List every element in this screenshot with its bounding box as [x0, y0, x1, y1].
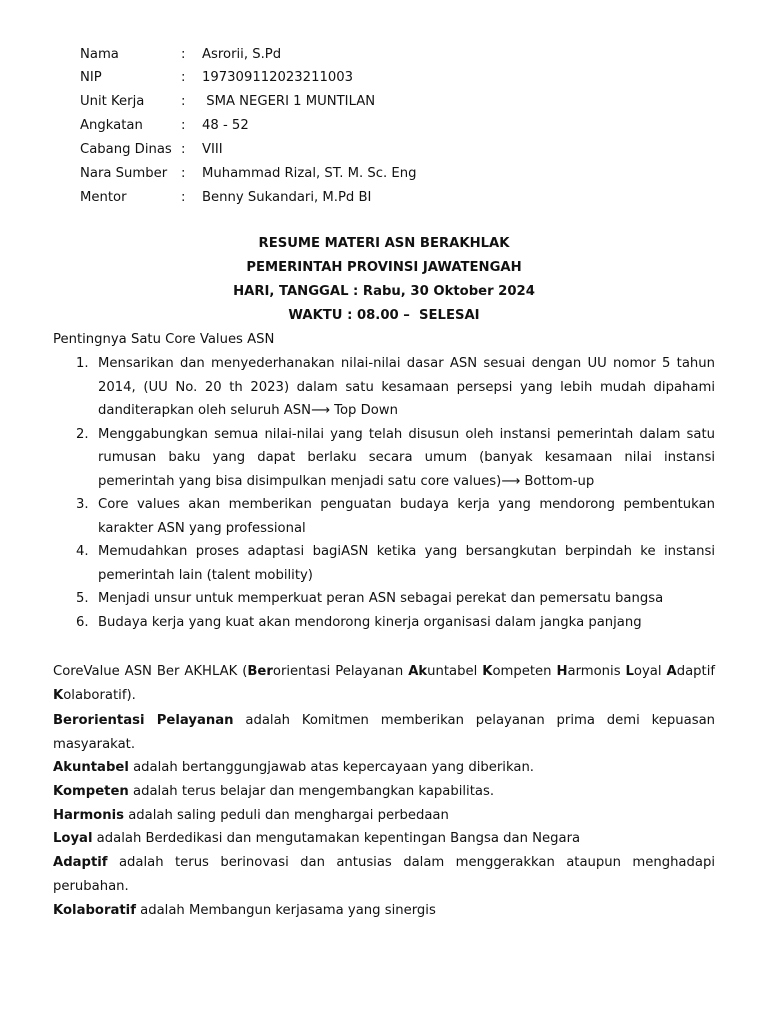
identity-label: Nama [80, 47, 119, 62]
identity-value: Muhammad Rizal, ST. M. Sc. Eng [202, 166, 417, 181]
definition-kolaboratif [53, 899, 715, 923]
identity-colon: : [181, 118, 186, 133]
identity-label: Nara Sumber [80, 166, 168, 181]
definition-akuntabel [53, 756, 715, 780]
core-values-importance-list [53, 352, 715, 634]
identity-value: VIII [202, 142, 223, 157]
intro-text: ompeten [492, 664, 557, 679]
definition-desc: adalah bertanggungjawab atas kepercayaan yang diberikan. [128, 760, 535, 775]
intro-text: CoreValue ASN Ber AKHLAK ( [53, 664, 248, 679]
intro-bold: Ak [408, 664, 428, 679]
intro-text: orientasi Pelayanan [272, 664, 409, 679]
definition-term: Loyal [53, 831, 93, 846]
definition-term: Akuntabel [53, 760, 129, 775]
list-item-text: Memudahkan proses adaptasi bagiASN ketika yang bersangkutan berpindah ke instansi pemerintah lain (talent mobility) [98, 544, 715, 583]
identity-label: Angkatan [80, 118, 143, 133]
intro-text: olaboratif). [63, 687, 136, 703]
document-date: HARI, TANGGAL : Rabu, 30 Oktober 2024 [233, 284, 535, 299]
intro-text: oyal [633, 664, 667, 679]
identity-value: 48 - 52 [202, 118, 249, 133]
definition-desc: adalah saling peduli dan menghargai perbedaan [124, 808, 449, 823]
definition-berorientasi-pelayanan [53, 709, 715, 756]
identity-label: Cabang Dinas [80, 142, 172, 157]
document-time: WAKTU : 08.00 – SELESAI [288, 308, 480, 323]
list-number: 4. [76, 544, 89, 559]
intro-bold: L [625, 664, 634, 679]
identity-value: Asrorii, S.Pd [202, 47, 282, 62]
list-number: 6. [76, 614, 89, 630]
list-item [53, 611, 715, 635]
intro-bold: A [666, 664, 677, 679]
list-item-text: Menggabungkan semua nilai-nilai yang telah disusun oleh instansi pemerintah dalam satu rumusan baku yang dapat berlaku secara umum (banyak kesamaan nilai instansi pemerintah yang bisa disimpulkan menjadi satu core values)⟶ Bottom-up [98, 426, 715, 489]
definition-adaptif [53, 851, 715, 898]
definition-loyal [53, 827, 715, 851]
intro-bold: Ber [247, 664, 273, 679]
identity-colon: : [181, 190, 186, 205]
definition-term: Adaptif [53, 855, 108, 870]
list-item [53, 540, 715, 587]
definition-term: Harmonis [53, 808, 124, 823]
list-item-text: Core values akan memberikan penguatan budaya kerja yang mendorong pembentukan karakter ASN yang professional [98, 497, 715, 536]
identity-label: NIP [80, 70, 102, 85]
intro-text: daptif [676, 664, 716, 679]
identity-colon: : [181, 94, 186, 109]
list-item [53, 423, 715, 494]
list-number: 1. [76, 356, 89, 371]
list-item-text: Menjadi unsur untuk memperkuat peran ASN sebagai perekat dan pemersatu bangsa [98, 591, 664, 606]
definition-desc: adalah Membangun kerjasama yang sinergis [135, 903, 436, 918]
list-item [53, 493, 715, 540]
definition-desc: adalah Komitmen memberikan pelayanan prima demi kepuasan masyarakat. [53, 713, 716, 752]
document-subtitle-province: PEMERINTAH PROVINSI JAWATENGAH [246, 260, 522, 275]
identity-value: SMA NEGERI 1 MUNTILAN [202, 94, 376, 109]
identity-label: Unit Kerja [80, 94, 145, 109]
intro-bold: K [482, 664, 493, 679]
identity-colon: : [181, 47, 186, 62]
list-number: 5. [76, 591, 89, 606]
identity-colon: : [181, 70, 186, 85]
definition-desc: adalah Berdedikasi dan mengutamakan kepentingan Bangsa dan Negara [92, 831, 581, 846]
list-item-text: Budaya kerja yang kuat akan mendorong kinerja organisasi dalam jangka panjang [98, 614, 642, 630]
identity-label: Mentor [80, 190, 127, 205]
section-heading: Pentingnya Satu Core Values ASN [53, 332, 275, 347]
definition-kompeten [53, 780, 715, 804]
list-item [53, 352, 715, 423]
identity-value: Benny Sukandari, M.Pd BI [202, 190, 372, 205]
intro-text: untabel [427, 664, 483, 679]
intro-bold: H [556, 664, 568, 679]
list-number: 2. [76, 426, 89, 442]
document-title: RESUME MATERI ASN BERAKHLAK [258, 236, 510, 251]
definition-desc: adalah terus berinovasi dan antusias dalam menggerakkan ataupun menghadapi perubahan. [53, 855, 715, 894]
list-item [53, 587, 715, 611]
identity-colon: : [181, 142, 186, 157]
definition-term: Kolaboratif [53, 903, 136, 918]
intro-bold: K [53, 687, 64, 703]
identity-colon: : [181, 166, 186, 181]
corevalue-intro [53, 660, 715, 707]
definition-desc: adalah terus belajar dan mengembangkan kapabilitas. [128, 784, 495, 799]
identity-value: 197309112023211003 [202, 70, 354, 85]
list-item-text: Mensarikan dan menyederhanakan nilai-nilai dasar ASN sesuai dengan UU nomor 5 tahun 2014, (UU No. 20 th 2023) dalam satu kesamaan persepsi yang lebih mudah dipahami danditerapkan oleh seluruh ASN⟶ Top Down [98, 356, 715, 418]
intro-text: armonis [567, 664, 626, 679]
definition-term: Berorientasi Pelayanan [53, 713, 234, 728]
list-number: 3. [76, 497, 89, 512]
definition-term: Kompeten [53, 784, 129, 799]
definition-harmonis [53, 804, 715, 828]
